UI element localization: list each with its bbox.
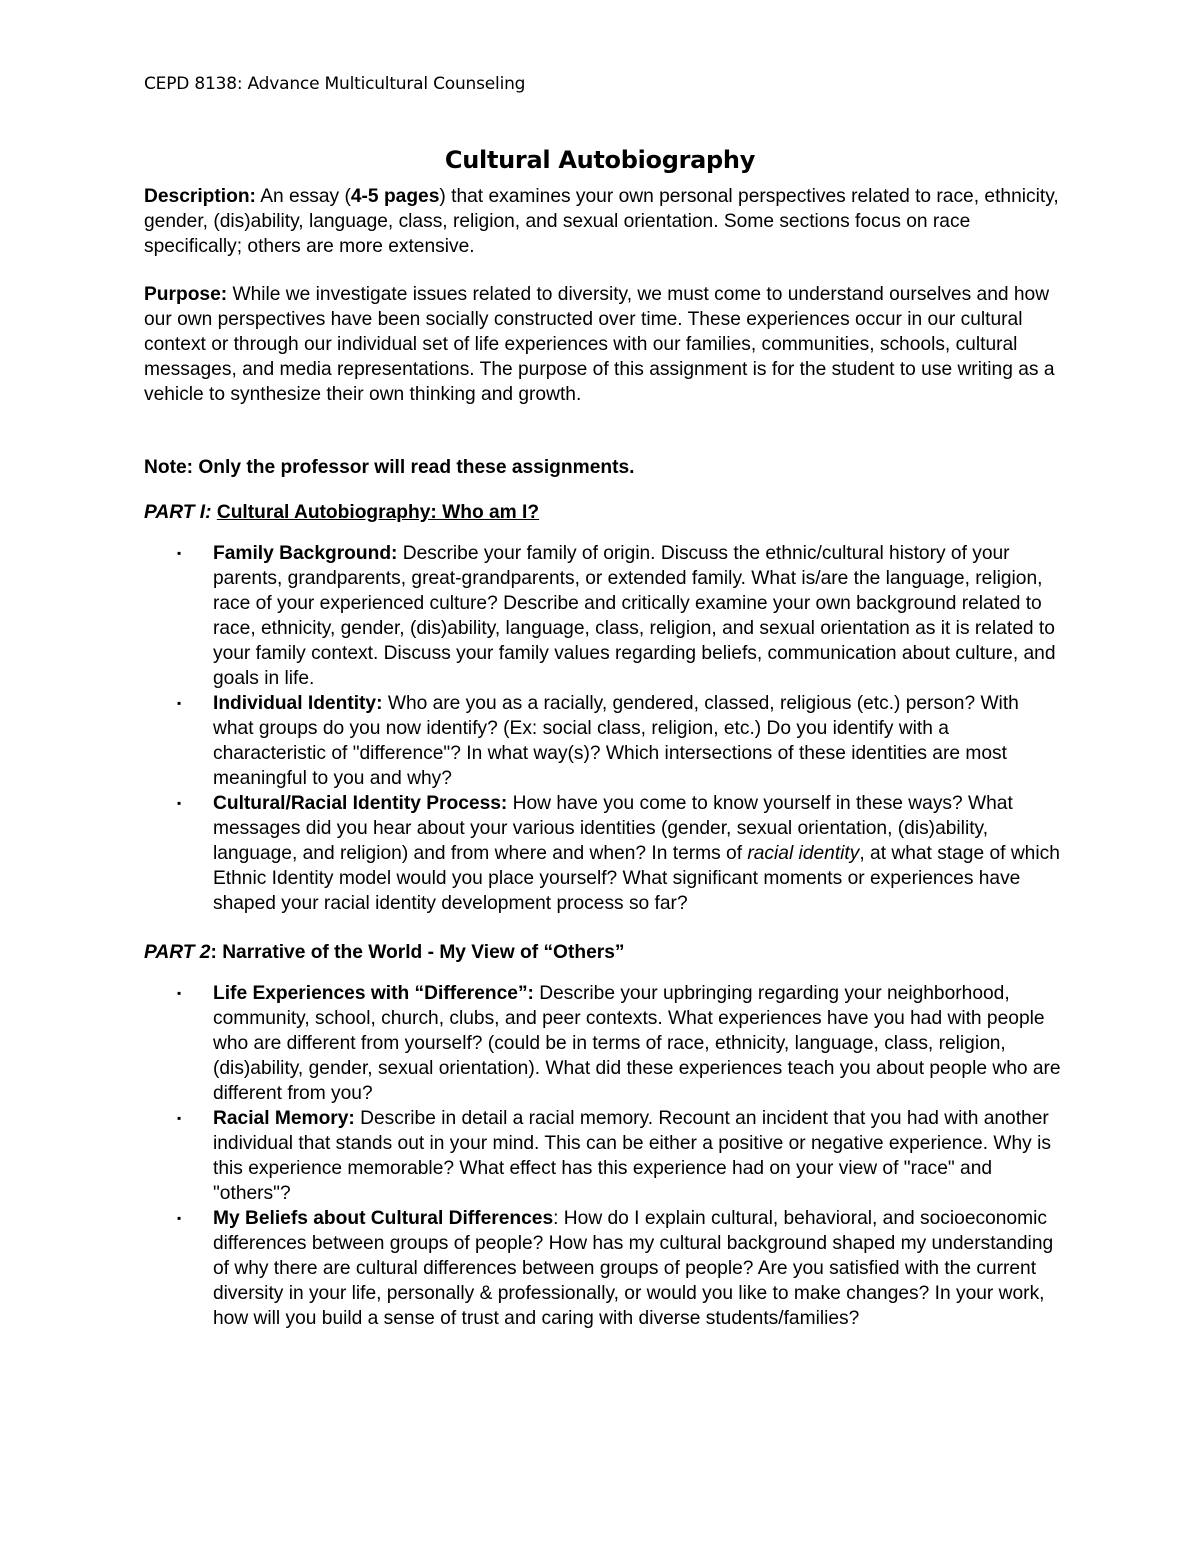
description-text-before: An essay ( xyxy=(255,186,351,207)
bullet-text: Describe your family of origin. Discuss the ethnic/cultural history of your parents, grandparents, great-grandparents, or extended family. What is/are the language, religion, race of your experienced culture? Describe and critically examine your own background related to race, ethnicity, gender, (dis)ability, language, class, religion, and sexual orientation as it is related to your family context. Discuss your family values regarding beliefs, communication about culture, and goals in life. xyxy=(213,543,1056,689)
bullet-label: Life Experiences with “Difference”: xyxy=(213,983,534,1004)
description-page-count: 4-5 pages xyxy=(350,186,440,207)
bullet-square-icon: ▪ xyxy=(177,1111,182,1125)
bullet-text-italic: racial identity xyxy=(747,843,860,864)
purpose-paragraph xyxy=(144,282,1064,407)
bullet-label: Individual Identity: xyxy=(213,693,383,714)
bullet-label: My Beliefs about Cultural Differences xyxy=(213,1208,554,1229)
part1-bullet-list xyxy=(144,541,1064,916)
description-label: Description: xyxy=(144,186,256,207)
bullet-label: Family Background: xyxy=(213,543,398,564)
bullet-square-icon: ▪ xyxy=(177,546,182,560)
part2-label: PART 2 xyxy=(144,942,211,963)
bullet-text-before: How have you come to know yourself in these ways? What messages did you hear about your various identities (gender, sexual orientation, (dis)ability, language, and religion) and from where and when? In terms of xyxy=(213,793,1013,864)
part1-heading xyxy=(144,500,1064,525)
list-item xyxy=(144,691,1064,791)
bullet-text-after: , at what stage of which Ethnic Identity model would you place yourself? What significant moments or experiences have shaped your racial identity development process so far? xyxy=(213,843,1060,914)
purpose-text: While we investigate issues related to diversity, we must come to understand ourselves and how our own perspectives have been socially constructed over time. These experiences occur in our cultural context or through our individual set of life experiences with our families, communities, schools, cultural messages, and media representations. The purpose of this assignment is for the student to use writing as a vehicle to synthesize their own thinking and growth. xyxy=(144,284,1055,405)
bullet-text: : How do I explain cultural, behavioral, and socioeconomic differences between groups of people? How has my cultural background shaped my understanding of why there are cultural differences between groups of people? Are you satisfied with the current diversity in your life, personally & professionally, or would you like to make changes? In your work, how will you build a sense of trust and caring with diverse students/families? xyxy=(213,1208,1054,1329)
bullet-square-icon: ▪ xyxy=(177,986,182,1000)
part1-label: PART I: xyxy=(144,502,212,523)
part2-title: : Narrative of the World - My View of “Others” xyxy=(210,942,625,963)
bullet-text: Describe your upbringing regarding your neighborhood, community, school, church, clubs, and peer contexts. What experiences have you had with people who are different from yourself? (could be in terms of race, ethnicity, language, class, religion, (dis)ability, gender, sexual orientation). What did these experiences teach you about people who are different from you? xyxy=(213,983,1061,1104)
list-item xyxy=(144,1106,1064,1206)
description-paragraph xyxy=(144,184,1064,259)
bullet-square-icon: ▪ xyxy=(177,696,182,710)
description-text-after: ) that examines your own personal perspectives related to race, ethnicity, gender, (dis)ability, language, class, religion, and sexual orientation. Some sections focus on race specifically; others are more extensive. xyxy=(144,186,1059,257)
list-item xyxy=(144,791,1064,916)
course-header: CEPD 8138: Advance Multicultural Counseling xyxy=(144,74,526,94)
bullet-label: Cultural/Racial Identity Process: xyxy=(213,793,508,814)
bullet-text: Describe in detail a racial memory. Recount an incident that you had with another individual that stands out in your mind. This can be either a positive or negative experience. Why is this experience memorable? What effect has this experience had on your view of "race" and "others"? xyxy=(213,1108,1051,1204)
note-paragraph: Note: Only the professor will read these assignments. xyxy=(144,457,635,478)
bullet-square-icon: ▪ xyxy=(177,1211,182,1225)
bullet-square-icon: ▪ xyxy=(177,796,182,810)
document-title: Cultural Autobiography xyxy=(444,146,756,174)
part2-heading xyxy=(144,940,1064,965)
list-item xyxy=(144,1206,1064,1331)
bullet-text: Who are you as a racially, gendered, classed, religious (etc.) person? With what groups do you now identify? (Ex: social class, religion, etc.) Do you identify with a characteristic of "difference"? In what way(s)? Which intersections of these identities are most meaningful to you and why? xyxy=(213,693,1019,789)
list-item xyxy=(144,981,1064,1106)
bullet-label: Racial Memory: xyxy=(213,1108,355,1129)
purpose-label: Purpose: xyxy=(144,284,228,305)
part1-title: Cultural Autobiography: Who am I? xyxy=(216,502,540,523)
part2-bullet-list xyxy=(144,981,1064,1331)
list-item xyxy=(144,541,1064,691)
